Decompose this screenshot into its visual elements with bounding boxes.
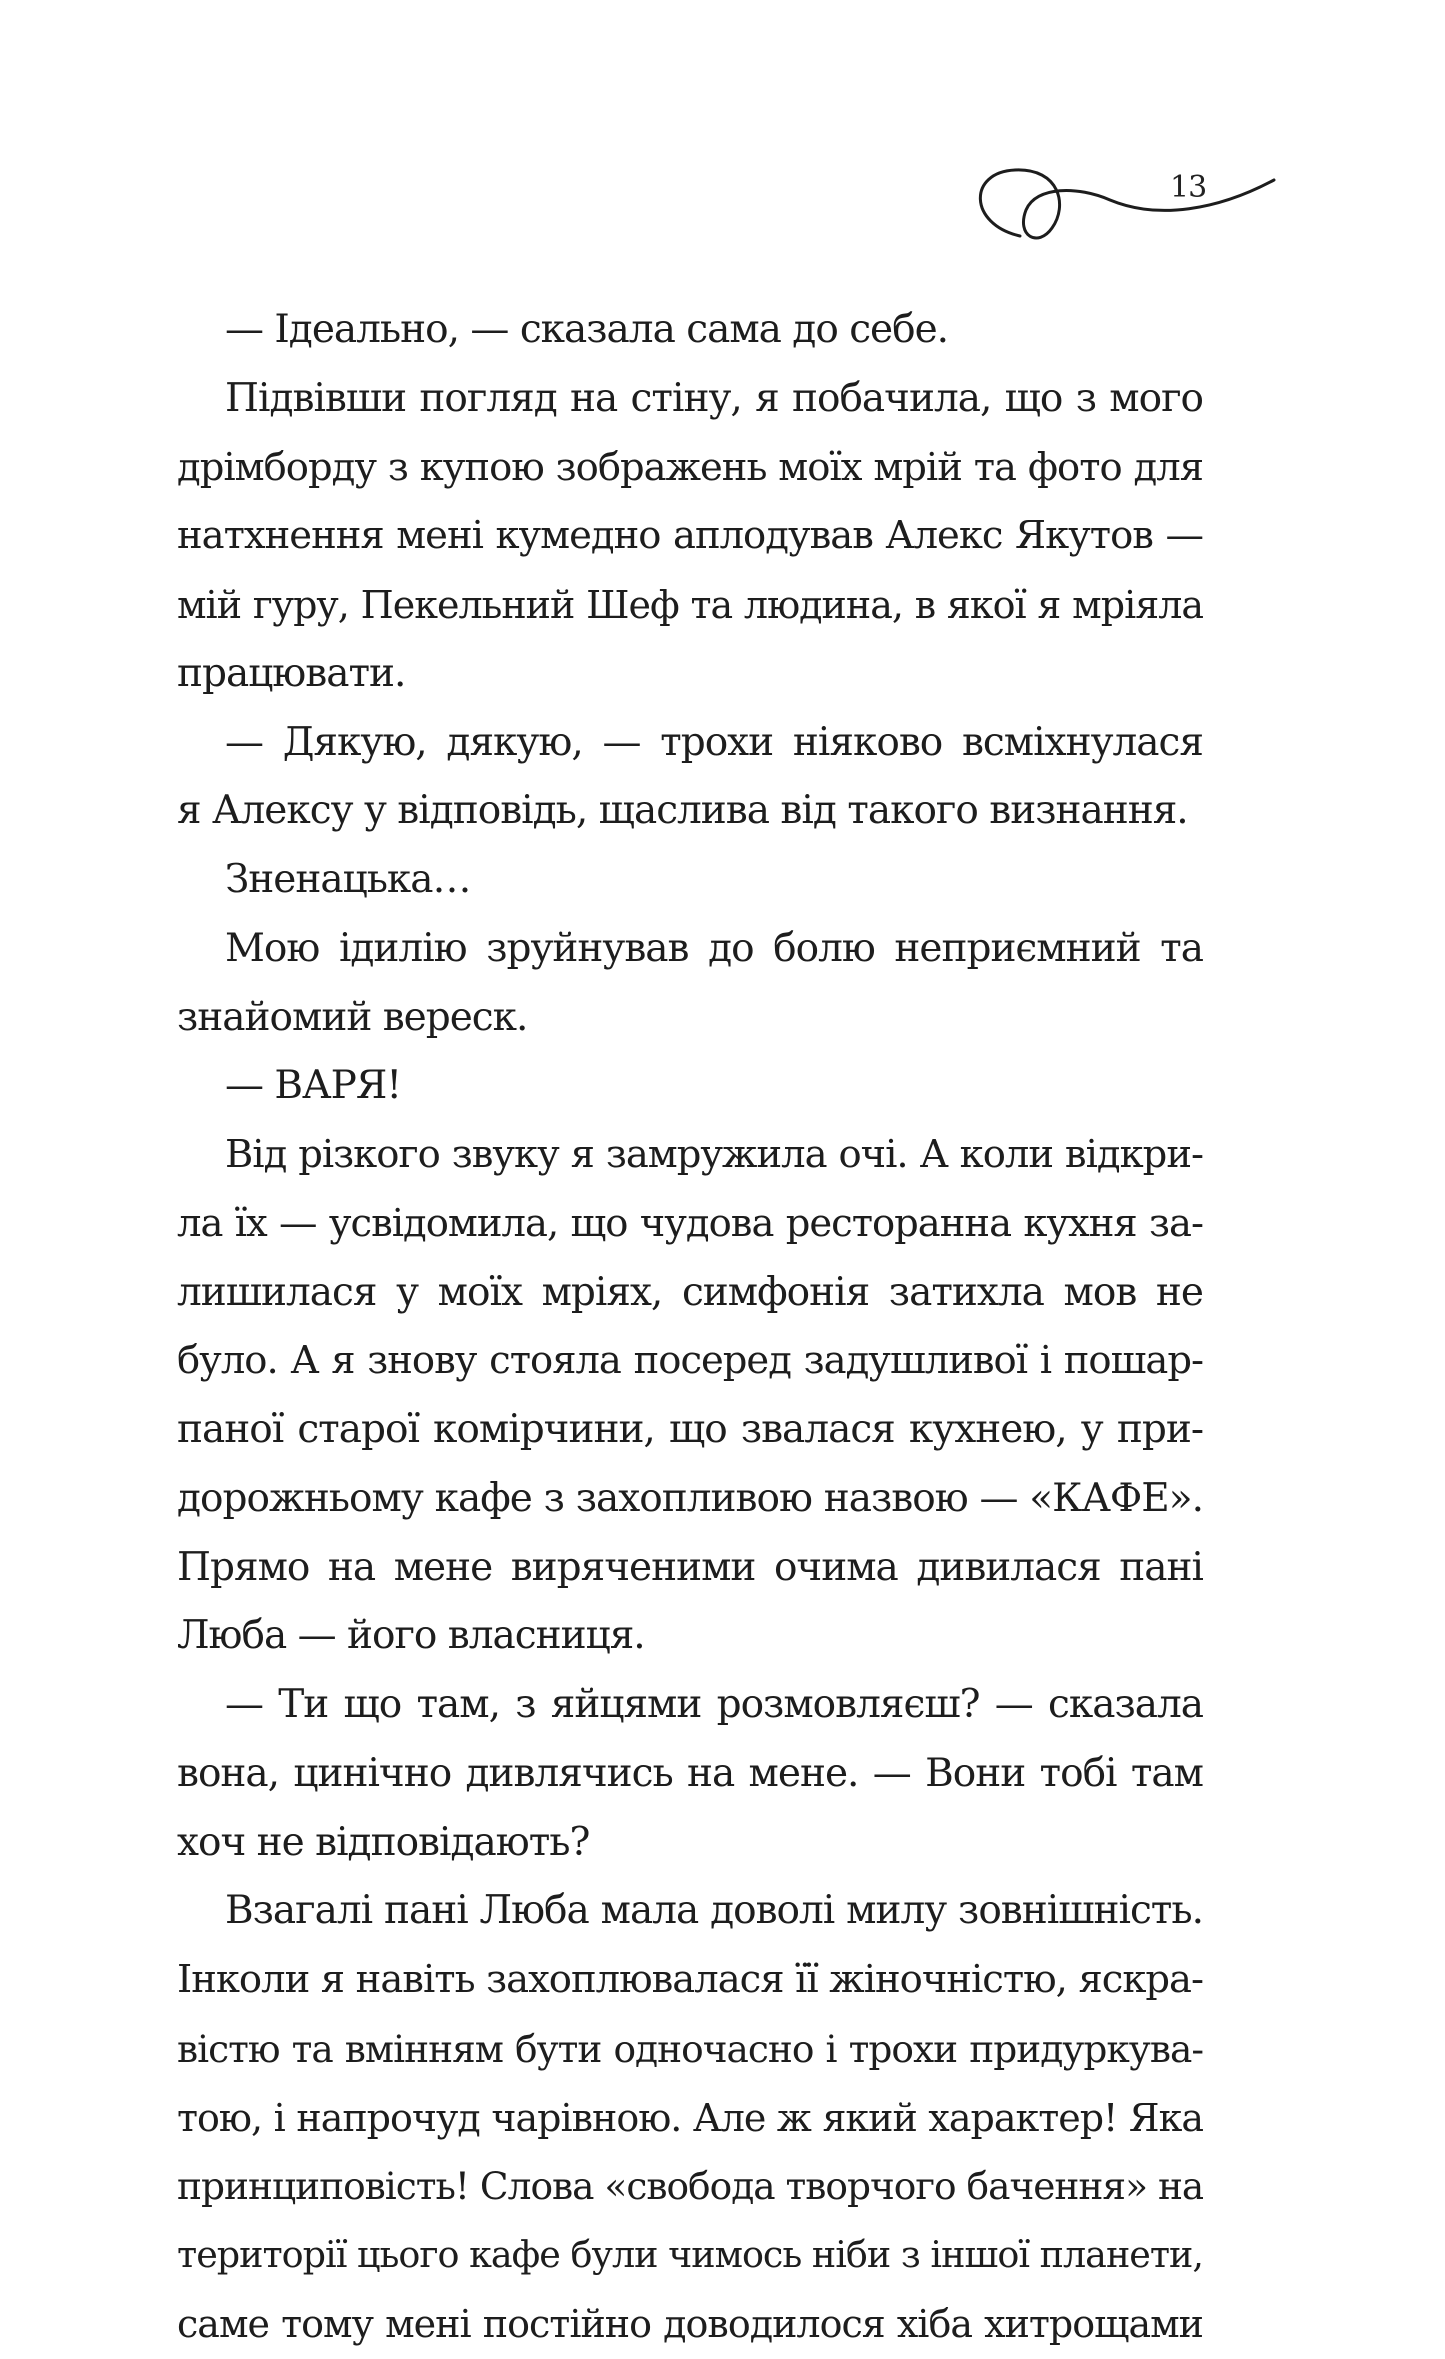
page-number: 13 [1170, 170, 1207, 205]
text-line: дрімборду з купою зображень моїх мрій та фото для [177, 444, 1203, 490]
text-line: Підвівши погляд на стіну, я побачила, що з мого [225, 375, 1203, 421]
text-line: хоч не відповідають? [177, 1819, 590, 1865]
text-line: — ВАРЯ! [225, 1063, 402, 1109]
text-line: — Ти що там, з яйцями розмовляєш? — сказала [225, 1682, 1203, 1727]
text-line: саме тому мені постійно доводилося хіба хитрощами [177, 2301, 1203, 2346]
text-line: мій гуру, Пекельний Шеф та людина, в якої я мріяла [177, 583, 1203, 627]
text-line: Взагалі пані Люба мала доволі милу зовнішність. [225, 1888, 1203, 1934]
swirl-ornament-icon [960, 140, 1280, 250]
text-line: лишилася у моїх мріях, симфонія затихла мов не [177, 1269, 1203, 1315]
text-line: ла їх — усвідомила, що чудова ресторанна кухня за- [177, 1200, 1203, 1246]
text-line: я Алексу у відповідь, щаслива від такого визнання. [177, 788, 1188, 834]
text-line: паної старої комірчини, що звалася кухнею, у при- [177, 1407, 1203, 1452]
text-line: Від різкого звуку я замружила очі. А коли відкри- [225, 1132, 1203, 1177]
text-line: Прямо на мене виряченими очима дивилася пані [177, 1544, 1203, 1590]
text-line: — Ідеально, — сказала сама до себе. [225, 307, 949, 352]
text-line: працювати. [177, 650, 406, 696]
text-line: Інколи я навіть захоплювалася її жіночністю, яскра- [177, 1957, 1203, 2002]
text-line: тою, і напрочуд чарівною. Але ж який характер! Яка [177, 2095, 1203, 2140]
text-line: — Дякую, дякую, — трохи ніяково всміхнулася [225, 719, 1203, 765]
text-line: принциповість! Слова «свобода творчого бачення» на [177, 2164, 1203, 2209]
text-line: вістю та вмінням бути одночасно і трохи придуркува- [177, 2026, 1203, 2071]
text-line: було. А я знову стояла посеред задушливої і пошар- [177, 1338, 1203, 1384]
text-line: натхнення мені кумедно аплодував Алекс Якутов — [177, 513, 1203, 559]
text-line: території цього кафе були чимось ніби з іншої планети, [177, 2233, 1203, 2276]
text-line: дорожньому кафе з захопливою назвою — «КАФЕ». [177, 1475, 1203, 1521]
text-line: вона, цинічно дивлячись на мене. — Вони тобі там [177, 1750, 1203, 1796]
text-line: знайомий вереск. [177, 994, 528, 1040]
text-line: Люба — його власниця. [177, 1613, 645, 1659]
text-line: Зненацька… [225, 857, 471, 902]
text-body [177, 296, 1203, 2359]
text-line: Мою ідилію зруйнував до болю неприємний та [225, 925, 1203, 971]
